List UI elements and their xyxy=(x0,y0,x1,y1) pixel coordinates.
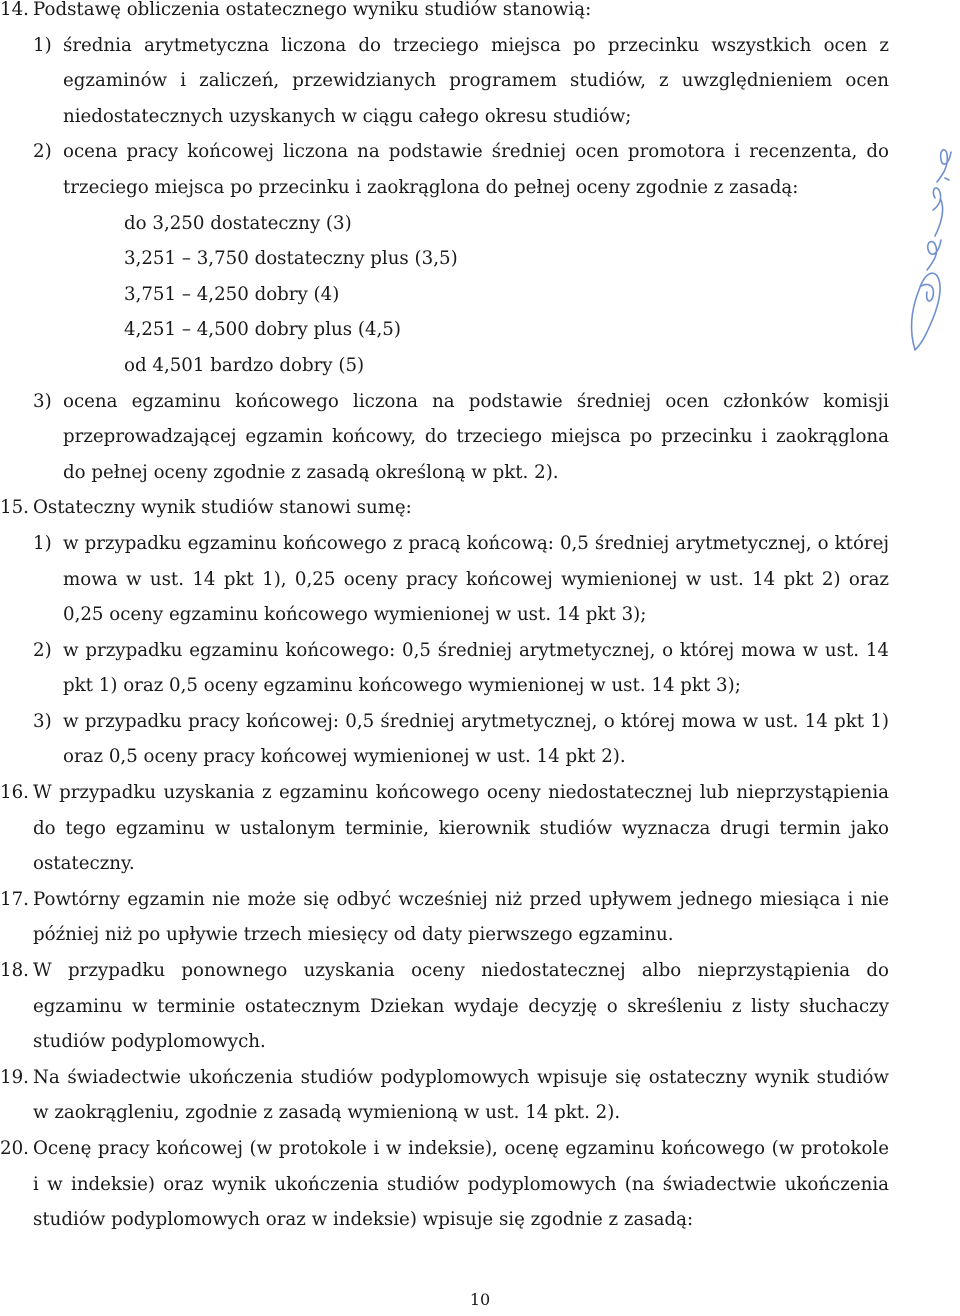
paragraph-number: 15. xyxy=(0,497,29,519)
paragraph-17 xyxy=(0,882,889,953)
list-item-text: w przypadku pracy końcowej: 0,5 średniej arytmetycznej, o której mowa w ust. 14 pkt 1) oraz 0,5 oceny pracy końcowej wymienionej w ust. 14 pkt 2). xyxy=(63,710,889,768)
paragraph-20 xyxy=(0,1131,889,1238)
paragraph-text: Na świadectwie ukończenia studiów podyplomowych wpisuje się ostateczny wynik studiów w zaokrągleniu, zgodnie z zasadą wymienioną w ust. 14 pkt. 2). xyxy=(33,1066,889,1124)
list-item-text: średnia arytmetyczna liczona do trzeciego miejsca po przecinku wszystkich ocen z egzaminów i zaliczeń, przewidzianych programem studiów, z uwzględnieniem ocen niedostatecznych uzyskanych w ciągu całego okresu studiów; xyxy=(63,34,889,127)
paragraph-number: 18. xyxy=(0,960,29,982)
list-item-text: ocena pracy końcowej liczona na podstawie średniej ocen promotora i recenzenta, do trzeciego miejsca po przecinku i zaokrąglona do pełnej oceny zgodnie z zasadą: xyxy=(63,141,889,198)
page-number: 10 xyxy=(469,1290,491,1309)
paragraph-18 xyxy=(0,953,889,1060)
list-item-number: 1) xyxy=(33,532,52,554)
list-item-number: 2) xyxy=(33,141,52,163)
paragraph-text: Podstawę obliczenia ostatecznego wyniku studiów stanowią: xyxy=(33,0,592,20)
list-item-text: w przypadku egzaminu końcowego: 0,5 średniej arytmetycznej, o której mowa w ust. 14 pkt 1) oraz 0,5 oceny egzaminu końcowego wymienionej w ust. 14 pkt 3); xyxy=(63,639,889,697)
grade-rule: do 3,250 dostateczny (3) xyxy=(124,212,352,234)
paragraph-text: W przypadku ponownego uzyskania oceny niedostatecznej albo nieprzystąpienia do egzaminu w terminie ostatecznym Dziekan wydaje decyzję o skreśleniu z listy słuchaczy studiów podyplomowych. xyxy=(33,960,889,1053)
grade-rule: 3,251 – 3,750 dostateczny plus (3,5) xyxy=(124,248,458,270)
list-item-number: 1) xyxy=(33,34,52,56)
list-item xyxy=(0,704,889,775)
list-item-text: w przypadku egzaminu końcowego z pracą końcową: 0,5 średniej arytmetycznej, o której mowa w ust. 14 pkt 1), 0,25 oceny pracy końcowej wymienionej w ust. 14 pkt 2) oraz 0,25 oceny egzaminu końcowego wymienionej w ust. 14 pkt 3); xyxy=(63,532,889,626)
paragraph-number: 17. xyxy=(0,888,29,910)
paragraph-text: Ocenę pracy końcowej (w protokole i w indeksie), ocenę egzaminu końcowego (w protokole i w indeksie) oraz wynik ukończenia studiów podyplomowych (na świadectwie ukończenia studiów podyplomowych oraz w indeksie) wpisuje się zgodnie z zasadą: xyxy=(33,1138,889,1231)
list-item-number: 2) xyxy=(33,639,52,661)
list-item-number: 3) xyxy=(33,710,52,732)
list-item xyxy=(0,526,889,633)
handwritten-signature xyxy=(905,140,955,360)
paragraph-15 xyxy=(0,490,889,526)
paragraph-number: 16. xyxy=(0,782,29,804)
grade-rule: 4,251 – 4,500 dobry plus (4,5) xyxy=(124,319,401,341)
paragraph-19 xyxy=(0,1060,889,1131)
list-item xyxy=(0,384,889,491)
list-item-number: 3) xyxy=(33,390,52,412)
list-item-text: ocena egzaminu końcowego liczona na podstawie średniej ocen członków komisji przeprowadzającej egzamin końcowy, do trzeciego miejsca po przecinku i zaokrąglona do pełnej oceny zgodnie z zasadą określoną w pkt. 2). xyxy=(63,390,889,483)
grade-rule: 3,751 – 4,250 dobry (4) xyxy=(124,283,340,305)
paragraph-number: 14. xyxy=(0,0,29,20)
paragraph-text: W przypadku uzyskania z egzaminu końcowego oceny niedostatecznej lub nieprzystąpienia do tego egzaminu w ustalonym terminie, kierownik studiów wyznacza drugi termin jako ostateczny. xyxy=(33,782,889,875)
grade-rule: od 4,501 bardzo dobry (5) xyxy=(124,354,365,376)
paragraph-number: 20. xyxy=(0,1138,29,1159)
paragraph-14 xyxy=(0,0,889,28)
paragraph-16 xyxy=(0,775,889,882)
paragraph-text: Powtórny egzamin nie może się odbyć wcześniej niż przed upływem jednego miesiąca i nie później niż po upływie trzech miesięcy od daty pierwszego egzaminu. xyxy=(33,888,889,946)
list-item xyxy=(0,134,889,205)
list-item xyxy=(0,633,889,704)
list-item xyxy=(0,28,889,135)
paragraph-number: 19. xyxy=(0,1066,29,1088)
paragraph-text: Ostateczny wynik studiów stanowi sumę: xyxy=(33,497,412,519)
